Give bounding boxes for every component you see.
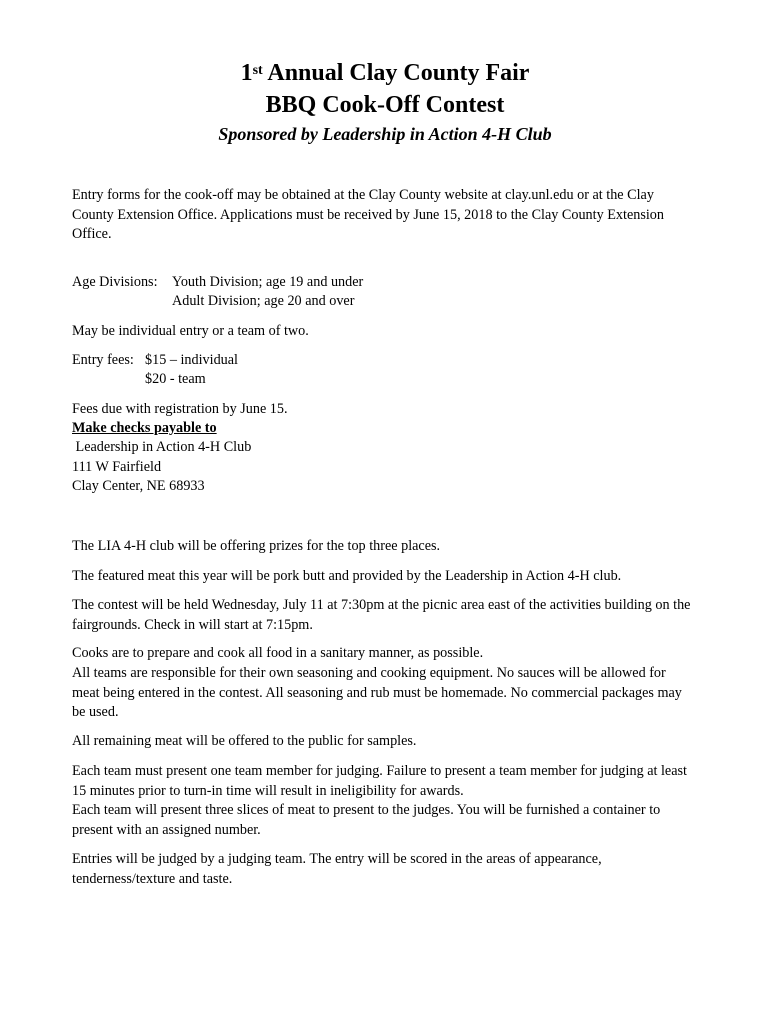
fee-individual: $15 – individual (145, 352, 239, 368)
fees-due-text: Fees due with registration by June 15. (72, 401, 288, 417)
sponsor-subtitle: Sponsored by Leadership in Action 4-H Club (218, 124, 552, 144)
entry-type-text: May be individual entry or a team of two. (72, 323, 309, 339)
sanitary-text: Cooks are to prepare and cook all food in a sanitary manner, as possible. (72, 645, 484, 661)
slices-paragraph: Each team will present three slices of meat to present to the judges. You will be furnished a container to present with an assigned number. (72, 802, 661, 838)
schedule-paragraph: The contest will be held Wednesday, July 11 at 7:30pm at the picnic area east of the activities building on the fairgrounds. Check in will start at 7:15pm. (72, 597, 691, 633)
title-line-1 (0, 58, 770, 88)
title-ordinal-number: 1 (240, 60, 253, 86)
payee-city: Clay Center, NE 68933 (72, 478, 205, 494)
scoring-paragraph: Entries will be judged by a judging team. The entry will be scored in the areas of appearance, tenderness/texture and taste. (72, 851, 602, 887)
entry-info-paragraph: Entry forms for the cook-off may be obtained at the Clay County website at clay.unl.edu or at the Clay County Extension Office. Applications must be received by June 15, 2018 to the Clay County Extension Office. (72, 187, 664, 242)
featured-meat-text: The featured meat this year will be pork butt and provided by the Leadership in Action 4-H club. (72, 568, 622, 584)
payee-organization: Leadership in Action 4-H Club (72, 439, 252, 455)
adult-division: Adult Division; age 20 and over (172, 293, 355, 309)
age-divisions-label: Age Divisions: (72, 274, 158, 290)
samples-text: All remaining meat will be offered to the public for samples. (72, 733, 417, 749)
fee-team: $20 - team (145, 371, 206, 387)
payee-street: 111 W Fairfield (72, 459, 162, 475)
entry-fees-label: Entry fees: (72, 352, 134, 368)
title-ordinal-suffix: st (252, 63, 263, 78)
equipment-paragraph: All teams are responsible for their own seasoning and cooking equipment. No sauces will be allowed for meat being entered in the contest. All seasoning and rub must be homemade. No commercial packages may be used. (72, 665, 682, 720)
title-line-1-text: Annual Clay County Fair (262, 60, 530, 86)
checks-payable-heading: Make checks payable to (72, 420, 217, 436)
judging-member-paragraph: Each team must present one team member for judging. Failure to present a team member for judging at least 15 minutes prior to turn-in time will result in ineligibility for awards. (72, 763, 687, 799)
title-line-2: BBQ Cook-Off Contest (265, 92, 505, 118)
youth-division: Youth Division; age 19 and under (172, 274, 364, 290)
prizes-text: The LIA 4-H club will be offering prizes for the top three places. (72, 538, 441, 554)
